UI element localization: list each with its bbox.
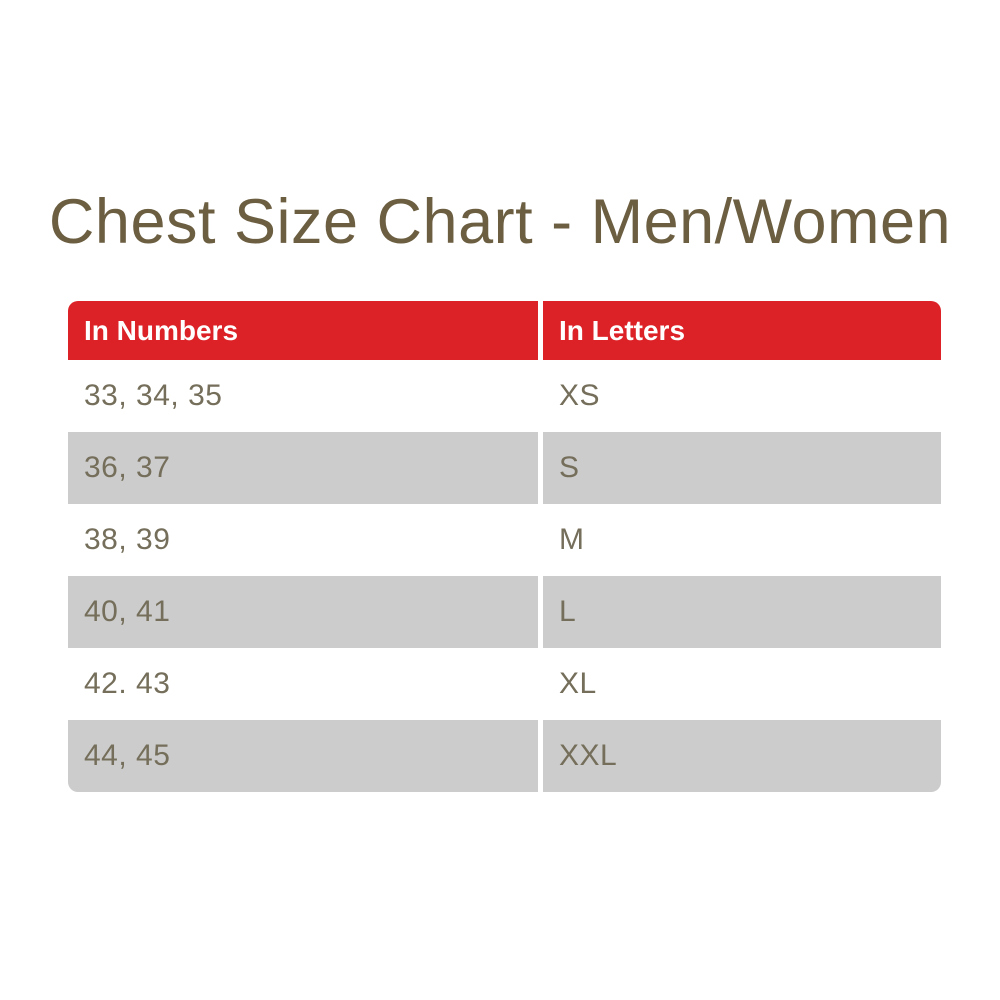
cell-numbers: 40, 41: [68, 576, 538, 648]
table-row: [68, 360, 941, 432]
page-title: Chest Size Chart - Men/Women: [48, 187, 952, 257]
table-header-row: [68, 301, 941, 360]
column-header-in-letters: In Letters: [543, 301, 941, 360]
size-chart-table: [68, 301, 941, 792]
cell-numbers: 33, 34, 35: [68, 360, 538, 432]
cell-letters: XL: [543, 648, 941, 720]
table-row: [68, 648, 941, 720]
cell-letters: M: [543, 504, 941, 576]
cell-numbers: 42. 43: [68, 648, 538, 720]
cell-numbers: 44, 45: [68, 720, 538, 792]
cell-letters: XS: [543, 360, 941, 432]
cell-letters: XXL: [543, 720, 941, 792]
cell-letters: S: [543, 432, 941, 504]
cell-letters: L: [543, 576, 941, 648]
table-row: [68, 504, 941, 576]
cell-numbers: 36, 37: [68, 432, 538, 504]
cell-numbers: 38, 39: [68, 504, 538, 576]
table-row: [68, 720, 941, 792]
column-header-in-numbers: In Numbers: [68, 301, 538, 360]
table-row: [68, 576, 941, 648]
table-row: [68, 432, 941, 504]
